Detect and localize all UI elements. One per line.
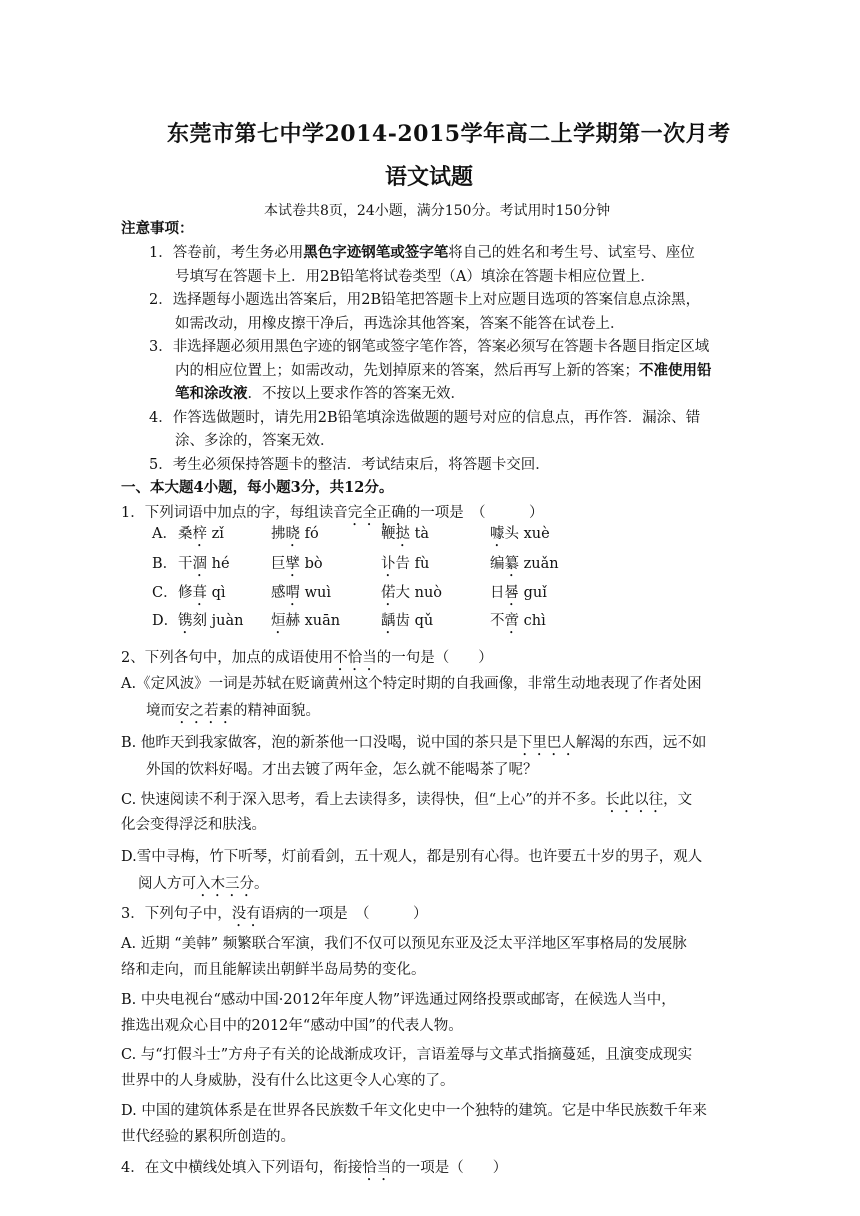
pinyin: zuǎn [519, 556, 559, 572]
option-text: 境而 [146, 703, 175, 719]
emphasized-idiom: 入木三分 [196, 876, 254, 892]
note-text: 1．答卷前，考生务必用 [149, 245, 304, 261]
note-text: 将自己的姓名和考生号、试室号、座位 [448, 245, 695, 261]
stem-text: 的一句是（ ） [376, 650, 493, 666]
stem-text: 1．下列词语中加点的字，每组读音 [121, 505, 348, 521]
dotted-char: 噱 [490, 526, 505, 542]
stem-text: 4．在文中横线处填入下列语句，衔接 [121, 1160, 363, 1176]
note-1-line-2: 号填写在答题卡上．用2B铅笔将试卷类型（A）填涂在答题卡相应位置上． [175, 269, 655, 285]
option-text: 。 [254, 876, 269, 892]
emphasized-idiom: 长此以往 [605, 792, 664, 808]
option-text: C. 快速阅读不利于深入思考，看上去读得多，读得快，但“上心”的并不多。 [121, 792, 606, 808]
q2-option-d-line-1: D.雪中寻梅，竹下听琴，灯前看剑，五十观人，都是别有心得。也许要五十岁的男子，观人 [121, 849, 703, 865]
dotted-char: 烜 [271, 613, 286, 629]
q2-option-a-line-1: A.《定风波》一词是苏轼在贬谪黄州这个特定时期的自我画像，非常生动地表现了作者处困 [121, 676, 702, 692]
pinyin: guǐ [519, 585, 547, 601]
word-part: 告 [395, 556, 410, 572]
note-2-line-2: 如需改动，用橡皮擦干净后，再选涂其他答案，答案不能答在试卷上． [175, 316, 625, 332]
emphasis-text: 没有 [231, 906, 261, 922]
q2-option-b-line-1 [121, 735, 706, 759]
q3-option-d-line-1: D. 中国的建筑体系是在世界各民族数千年文化史中一个独特的建筑。它是中华民族数千年来 [121, 1103, 707, 1119]
word-part: 感 [271, 585, 286, 601]
q1-option-label: B． [152, 556, 178, 572]
option-text: 解渴的东西，远不如 [575, 735, 707, 751]
emphasized-idiom: 下里巴人 [517, 735, 576, 751]
q3-option-c-line-2: 世界中的人身威胁，没有什么比这更令人心寒的了。 [121, 1073, 455, 1089]
note-4-line-1: 4．作答选做题时，请先用2B铅笔填涂选做题的题号对应的信息点，再作答．漏涂、错 [149, 410, 701, 426]
pinyin: tà [410, 526, 430, 542]
q1-option-word [271, 522, 319, 550]
word-part: 刻 [192, 613, 207, 629]
pinyin: bò [300, 556, 323, 572]
dotted-char: 镌 [178, 613, 193, 629]
pinyin: juàn [207, 613, 244, 629]
option-text: 的精神面貌。 [233, 703, 320, 719]
note-2-line-1: 2．选择题每小题选出答案后，用2B铅笔把答题卡上对应题目选项的答案信息点涂黑， [149, 292, 701, 308]
q2-option-c-line-1 [121, 792, 692, 816]
notes-heading: 注意事项： [121, 220, 194, 237]
emphasis-text: 完全正确 [347, 505, 406, 521]
pinyin: qì [207, 585, 226, 601]
dotted-char: 龋 [381, 613, 396, 629]
note-3-line-1: 3．非选择题必须用黑色字迹的钢笔或签字笔作答，答案必须写在答题卡各题目指定区域 [149, 339, 710, 355]
dotted-char: 偌 [381, 585, 396, 601]
section-1-heading: 一、本大题4小题，每小题3分，共12分。 [121, 479, 394, 496]
dotted-char: 晷 [504, 585, 519, 601]
emphasized-idiom: 安之若素 [175, 703, 233, 719]
word-part: 日 [490, 585, 505, 601]
note-5: 5．考生必须保持答题卡的整洁．考试结束后，将答题卡交回． [149, 457, 550, 473]
q1-option-word [490, 522, 550, 550]
word-part: 大 [395, 585, 410, 601]
emphasis-text: 恰当 [362, 1160, 392, 1176]
stem-text: 3．下列句子中， [121, 906, 232, 922]
dotted-char: 擘 [285, 556, 300, 572]
stem-text: 2、下列各句中，加点的成语使用 [121, 650, 334, 666]
pinyin: chì [519, 613, 546, 629]
note-text: 内的相应位置上；如需改动，先划掉原来的答案，然后再写上新的答案； [175, 363, 639, 379]
q1-option-word [271, 609, 340, 637]
exam-info: 本试卷共8页，24小题，满分150分。考试用时150分钟 [264, 203, 611, 219]
pinyin: fó [300, 526, 319, 542]
q3-option-b-line-2: 推选出观众心目中的2012年“感动中国”的代表人物。 [121, 1018, 463, 1034]
stem-text: 的一项是（ ） [391, 1160, 508, 1176]
q1-option-label: D． [152, 613, 179, 629]
pinyin: nuò [410, 585, 443, 601]
q3-option-b-line-1: B. 中央电视台“感动中国·2012年年度人物”评选通过网络投票或邮寄，在候选人当中， [121, 992, 676, 1008]
q1-option-word [178, 552, 230, 580]
question-3-stem [121, 906, 427, 930]
q1-option-label: A． [152, 526, 177, 542]
question-4-stem [121, 1160, 507, 1184]
note-3-line-3 [175, 387, 465, 402]
q1-option-word [381, 609, 433, 637]
q3-option-c-line-1: C. 与“打假斗士”方舟子有关的论战渐成攻讦，言语羞辱与文革式指摘蔓延，且演变成现实 [121, 1047, 693, 1063]
word-part: 齿 [395, 613, 410, 629]
note-4-line-2: 涂、多涂的，答案无效． [175, 433, 335, 449]
word-part: 巨 [271, 556, 286, 572]
dotted-char: 啻 [504, 613, 519, 629]
word-part: 修 [178, 585, 193, 601]
q1-option-word [178, 522, 224, 550]
stem-text: 语病的一项是 （ ） [260, 906, 428, 922]
q1-option-word [271, 581, 331, 609]
dotted-char: 纂 [504, 556, 519, 572]
q1-option-word [381, 552, 429, 580]
pinyin: xuān [300, 613, 341, 629]
q1-option-word [490, 552, 559, 580]
dotted-char: 挞 [395, 526, 410, 542]
word-part: 拂 [271, 526, 286, 542]
note-bold: 不准使用铅 [639, 362, 712, 379]
note-1-line-1 [149, 246, 695, 261]
note-bold: 黑色字迹钢笔或签字笔 [303, 244, 449, 261]
q1-option-word [178, 609, 243, 637]
note-bold: 笔和涂改液 [175, 385, 248, 402]
word-part: 编 [490, 556, 505, 572]
exam-title: 东莞市第七中学2014-2015学年高二上学期第一次月考 [167, 121, 731, 147]
q1-option-word [271, 552, 323, 580]
pinyin: zǐ [207, 526, 224, 542]
dotted-char: 葺 [192, 585, 207, 601]
word-part: 不 [490, 613, 505, 629]
q3-option-a-line-1: A. 近期 “美韩” 频繁联合军演，我们不仅可以预见东亚及泛太平洋地区军事格局的发展脉 [121, 936, 687, 952]
exam-subtitle: 语文试题 [385, 164, 474, 190]
q1-option-word [381, 522, 429, 550]
question-2-stem [121, 650, 493, 674]
dotted-char: 喟 [285, 585, 300, 601]
note-3-line-2 [175, 364, 712, 379]
stem-text: 的一项是 （ ） [405, 505, 544, 521]
pinyin: wuì [300, 585, 331, 601]
q1-option-label: C． [152, 585, 178, 601]
word-part: 赫 [285, 613, 300, 629]
dotted-char: 涸 [192, 556, 207, 572]
word-part: 头 [504, 526, 519, 542]
emphasis-text: 不恰当 [333, 650, 377, 666]
pinyin: xuè [519, 526, 550, 542]
pinyin: fù [410, 556, 430, 572]
q1-option-word [381, 581, 442, 609]
word-part: 鞭 [381, 526, 396, 542]
word-part: 干 [178, 556, 193, 572]
option-text: 阅人方可 [138, 876, 196, 892]
q2-option-d-line-2 [138, 876, 269, 900]
option-text: ，文 [663, 792, 693, 808]
q1-option-word [178, 581, 226, 609]
q3-option-d-line-2: 世代经验的累积所创造的。 [121, 1129, 295, 1145]
word-part: 桑 [178, 526, 193, 542]
q2-option-c-line-2: 化会变得浮泛和肤浅。 [121, 817, 266, 833]
q2-option-a-line-2 [146, 703, 320, 727]
pinyin: hé [207, 556, 230, 572]
q1-option-word [490, 609, 546, 637]
dotted-char: 梓 [192, 526, 207, 542]
dotted-char: 讣 [381, 556, 396, 572]
q1-option-word [490, 581, 547, 609]
pinyin: qǔ [410, 613, 434, 629]
dotted-char: 晓 [285, 526, 300, 542]
note-text: ．不按以上要求作答的答案无效． [247, 386, 465, 402]
q2-option-b-line-2: 外国的饮料好喝。才出去镀了两年金，怎么就不能喝茶了呢？ [146, 762, 538, 778]
option-text: B. 他昨天到我家做客，泡的新茶他一口没喝，说中国的茶只是 [121, 735, 518, 751]
q3-option-a-line-2: 络和走向，而且能解读出朝鲜半岛局势的变化。 [121, 962, 426, 978]
